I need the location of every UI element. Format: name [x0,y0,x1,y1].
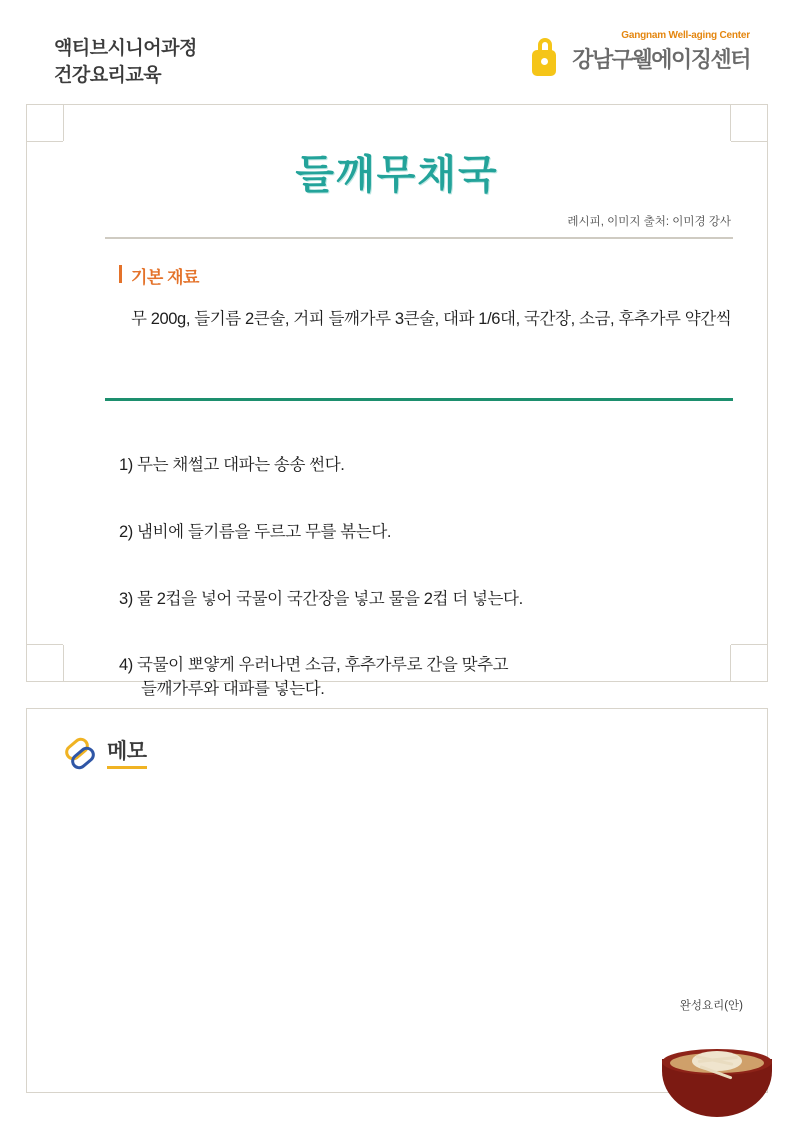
recipe-step-text: 3) 물 2컵을 넣어 국물이 국간장을 넣고 물을 2컵 더 넣는다. [119,589,523,608]
page-header [0,0,794,100]
corner-decoration-top-right-h [731,141,767,142]
logo-english-name: Gangnam Well-aging Center [621,30,750,41]
recipe-step [119,564,749,612]
recipe-step [119,497,749,545]
ingredients-text: 무 200g, 들기름 2큰술, 거피 들깨가루 3큰술, 대파 1/6대, 국간장, 소금, 후추가루 약간씩 [131,310,732,328]
paperclip-icon [63,737,97,771]
corner-decoration-bottom-left-v [63,645,64,681]
corner-decoration-bottom-left-h [27,644,63,645]
corner-decoration-top-left-h [27,141,63,142]
recipe-step-text: 2) 냄비에 들기름을 두르고 무를 볶는다. [119,522,392,541]
course-title-line1: 액티브시니어과정 [54,38,197,59]
course-title-line2: 건강요리교육 [54,64,162,86]
ingredients-section-label: 기본 재료 [131,263,199,288]
corner-decoration-top-right-v [730,105,731,141]
dish-title: 들깨무채국 [295,153,499,197]
recipe-source: 레시피, 이미지 출처: 이미경 강사 [567,216,731,228]
finished-dish-caption: 완성요리(안) [679,1000,743,1012]
divider-middle [105,398,733,401]
recipe-card [26,104,768,699]
recipe-step-text: 4) 국물이 뽀얗게 우러나면 소금, 후추가루로 간을 맞추고 [119,656,509,675]
course-title [54,36,197,90]
corner-decoration-top-left-v [63,105,64,141]
recipe-steps [119,430,749,745]
logo-korean-name: 강남구웰에이징센터 [572,47,750,72]
memo-card[interactable] [26,708,768,1093]
center-logo [530,30,750,82]
recipe-step [119,430,749,478]
memo-header [63,737,147,771]
memo-label: 메모 [107,739,147,768]
logo-mark-icon [530,38,560,78]
divider-top [105,237,733,239]
recipe-step-continuation: 들깨가루와 대파를 넣는다. [141,680,325,699]
finished-dish-photo [662,1041,772,1119]
recipe-step-text: 1) 무는 채썰고 대파는 송송 썬다. [119,455,345,474]
logo-dot-shape [541,58,548,65]
